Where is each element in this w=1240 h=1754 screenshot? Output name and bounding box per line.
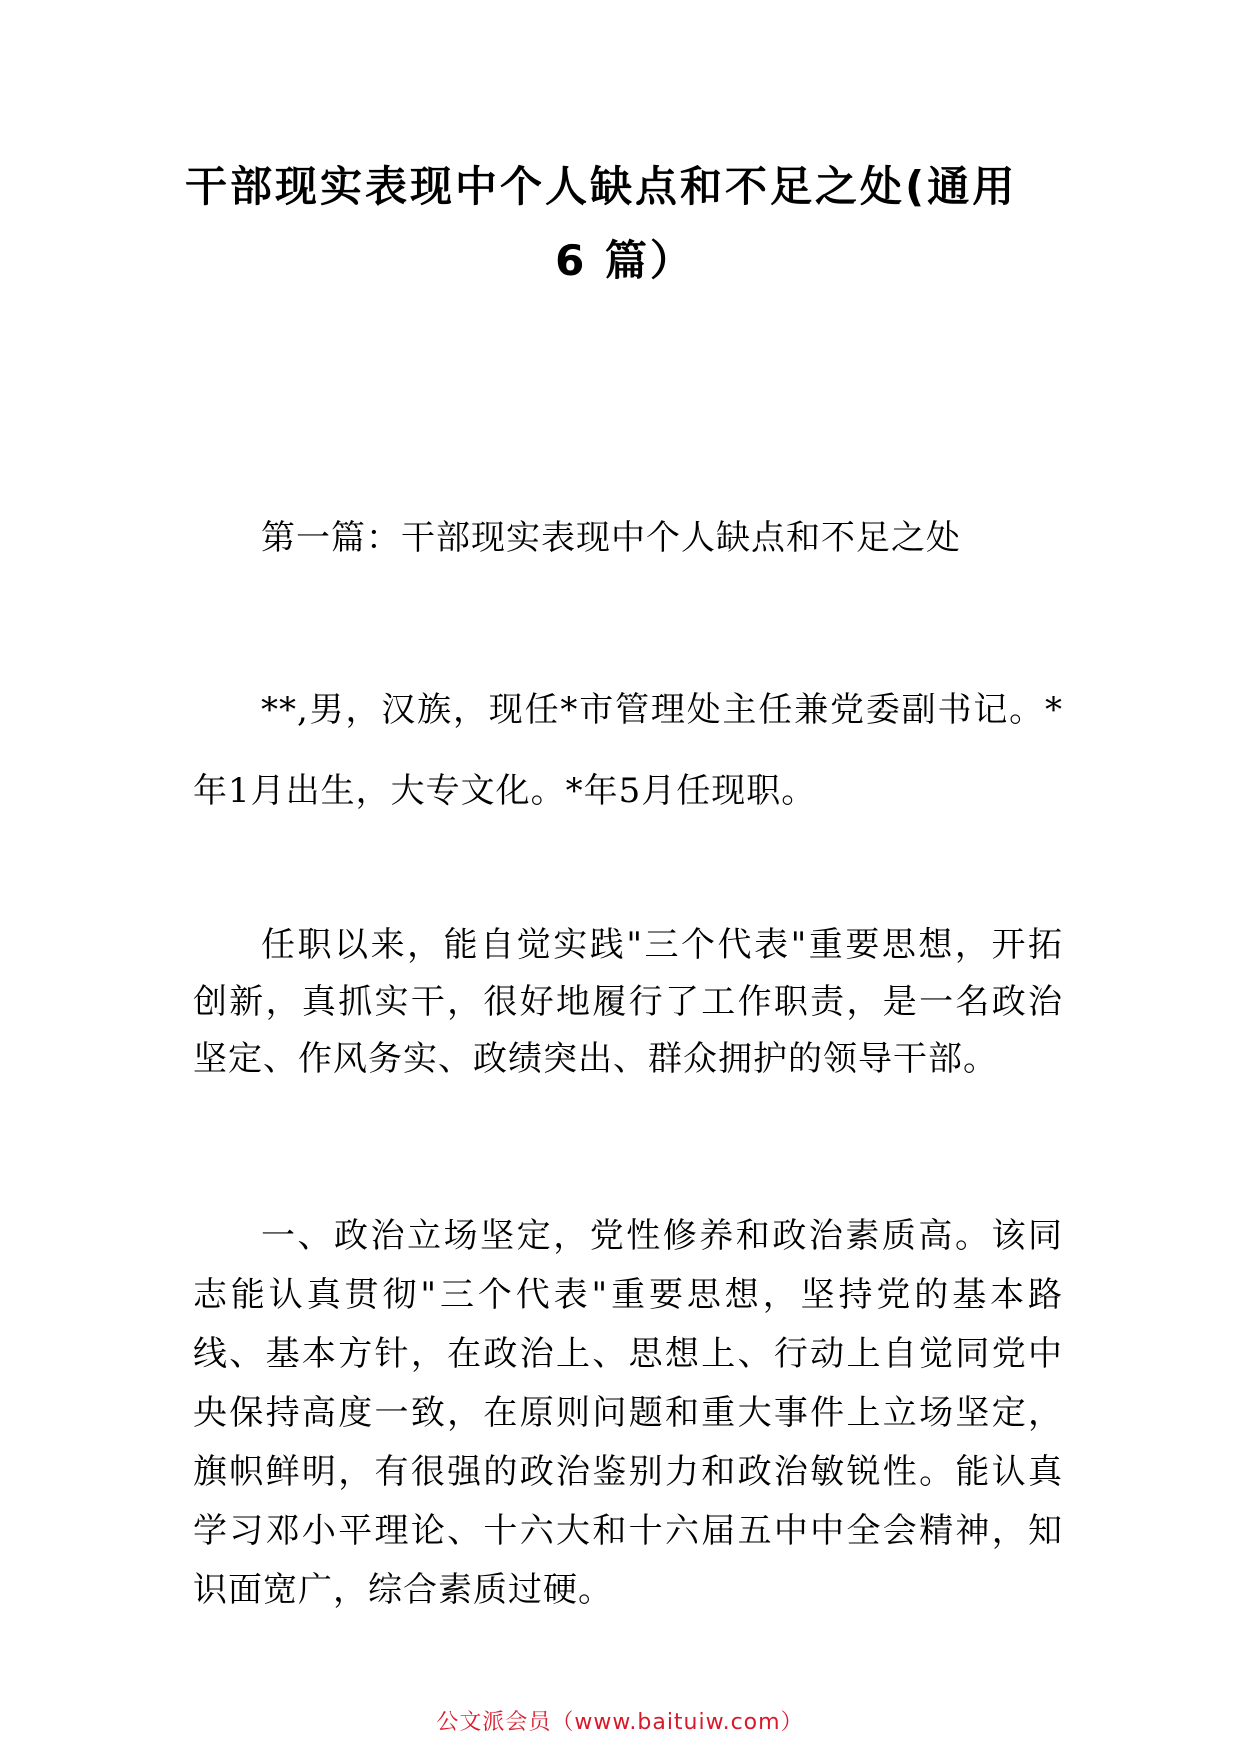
paragraph-point-one: 一、政治立场坚定，党性修养和政治素质高。该同志能认真贯彻"三个代表"重要思想，坚持党的基本路线、基本方针，在政治上、思想上、行动上自觉同党中央保持高度一致，在原则问题和重大事件上立场坚定，旗帜鲜明，有很强的政治鉴别力和政治敏锐性。能认真学习邓小平理论、十六大和十六届五中中全会精神，知识面宽广，综合素质过硬。 bbox=[193, 1216, 1063, 1610]
document-title-line-1: 干部现实表现中个人缺点和不足之处(通用 bbox=[185, 162, 1018, 211]
paragraph-profile: **,男，汉族，现任*市管理处主任兼党委副书记。*年1月出生，大专文化。*年5月任现职。 bbox=[193, 690, 1063, 811]
document-title bbox=[185, 150, 1065, 298]
section-heading: 第一篇：干部现实表现中个人缺点和不足之处 bbox=[261, 518, 961, 558]
footer-watermark-link[interactable]: 公文派会员（www.baituiw.com） bbox=[436, 1710, 804, 1735]
document-title-line-2: 6 篇） bbox=[555, 236, 695, 285]
paragraph-summary: 任职以来，能自觉实践"三个代表"重要思想，开拓创新，真抓实干，很好地履行了工作职责，是一名政治坚定、作风务实、政绩突出、群众拥护的领导干部。 bbox=[193, 925, 1063, 1079]
